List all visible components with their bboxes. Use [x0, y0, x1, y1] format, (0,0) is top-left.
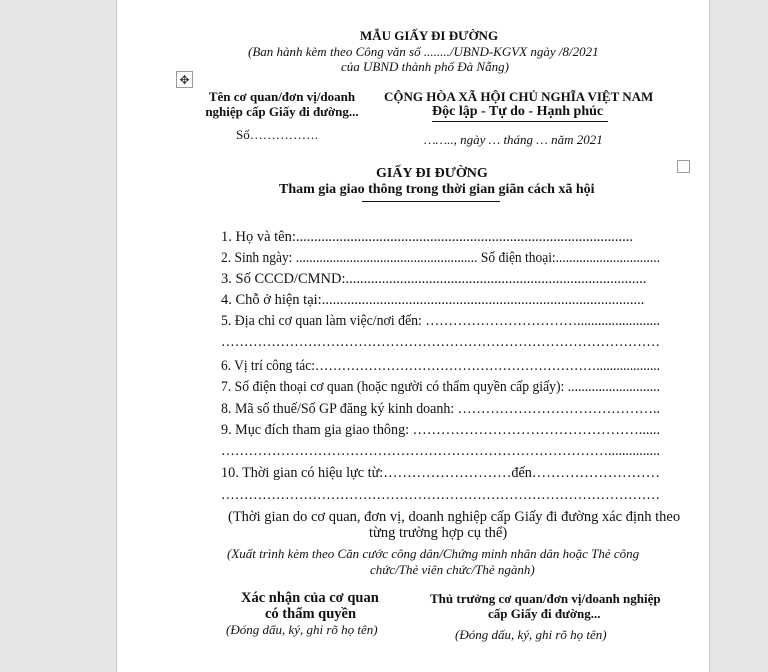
- field-validity-continued: ……………………………………………………………………………………: [221, 487, 660, 503]
- field-current-address: 4. Chỗ ở hiện tại:.........................................................................................: [221, 292, 645, 308]
- field-purpose-continued: …………………………………………………………………………...............: [221, 443, 660, 459]
- signature-left-subtitle: có thẩm quyền: [265, 606, 357, 622]
- org-name-line1: Tên cơ quan/đơn vị/doanh: [208, 89, 356, 104]
- form-subtitle-line1: (Ban hành kèm theo Công văn số ......../UBND-KGVX ngày /8/2021: [248, 44, 599, 59]
- field-full-name: 1. Họ và tên:.............................................................................................: [221, 229, 634, 245]
- signature-right-title: Thủ trưởng cơ quan/đơn vị/doanh nghiệp: [430, 591, 661, 606]
- signature-left-hint: (Đóng dấu, ký, ghi rõ họ tên): [226, 622, 378, 637]
- document-number: Số…………….: [236, 127, 318, 142]
- signature-left-title: Xác nhận của cơ quan: [241, 590, 379, 606]
- field-birth-date-phone: 2. Sinh ngày: ...................................................... Số điện thoại:...............................: [221, 250, 660, 266]
- field-work-address: 5. Địa chỉ cơ quan làm việc/nơi đến: ……………………………........................: [221, 313, 660, 329]
- national-motto: Độc lập - Tự do - Hạnh phúc: [432, 104, 604, 119]
- field-tax-code: 8. Mã số thuế/Số GP đăng ký kinh doanh: ……………………………………..: [221, 401, 660, 417]
- note-id-line1: (Xuất trình kèm theo Căn cước công dân/Chứng minh nhân dân hoặc Thẻ công: [227, 546, 640, 561]
- field-position: 6. Vị trí công tác:………………………………………………………...................: [221, 358, 660, 374]
- note-validity-line2: từng trường hợp cụ thể): [369, 525, 508, 541]
- doc-title: GIẤY ĐI ĐƯỜNG: [376, 166, 488, 181]
- issue-date: …….., ngày … tháng … năm 2021: [424, 132, 603, 147]
- org-name-line2: nghiệp cấp Giấy đi đường...: [205, 104, 359, 119]
- field-id-number: 3. Số CCCD/CMND:...................................................................................: [221, 271, 647, 287]
- field-office-phone: 7. Số điện thoại cơ quan (hoặc người có thẩm quyền cấp giấy): ...........................: [221, 379, 660, 395]
- country-name: CỘNG HÒA XÃ HỘI CHỦ NGHĨA VIỆT NAM: [384, 89, 654, 104]
- subtitle-underline: [362, 201, 500, 202]
- field-purpose: 9. Mục đích tham gia giao thông: …………………………………………......: [221, 422, 660, 438]
- doc-subtitle: Tham gia giao thông trong thời gian giãn cách xã hội: [279, 182, 595, 197]
- note-id-line2: chức/Thẻ viên chức/Thẻ ngành): [370, 562, 535, 577]
- form-subtitle-line2: của UBND thành phố Đà Nẵng): [341, 59, 509, 74]
- table-resize-handle-icon[interactable]: [677, 160, 690, 173]
- signature-right-hint: (Đóng dấu, ký, ghi rõ họ tên): [455, 627, 607, 642]
- signature-right-subtitle: cấp Giấy đi đường...: [488, 606, 601, 621]
- form-title: MẪU GIẤY ĐI ĐƯỜNG: [360, 28, 499, 43]
- motto-underline: [432, 121, 608, 122]
- field-work-address-continued: ……………………………………………………………………………………: [221, 334, 660, 350]
- field-validity-period: 10. Thời gian có hiệu lực từ:………………………đến………………………: [221, 465, 660, 481]
- table-move-handle-icon[interactable]: ✥: [176, 71, 193, 88]
- note-validity-line1: (Thời gian do cơ quan, đơn vị, doanh nghiệp cấp Giấy đi đường xác định theo: [228, 509, 681, 525]
